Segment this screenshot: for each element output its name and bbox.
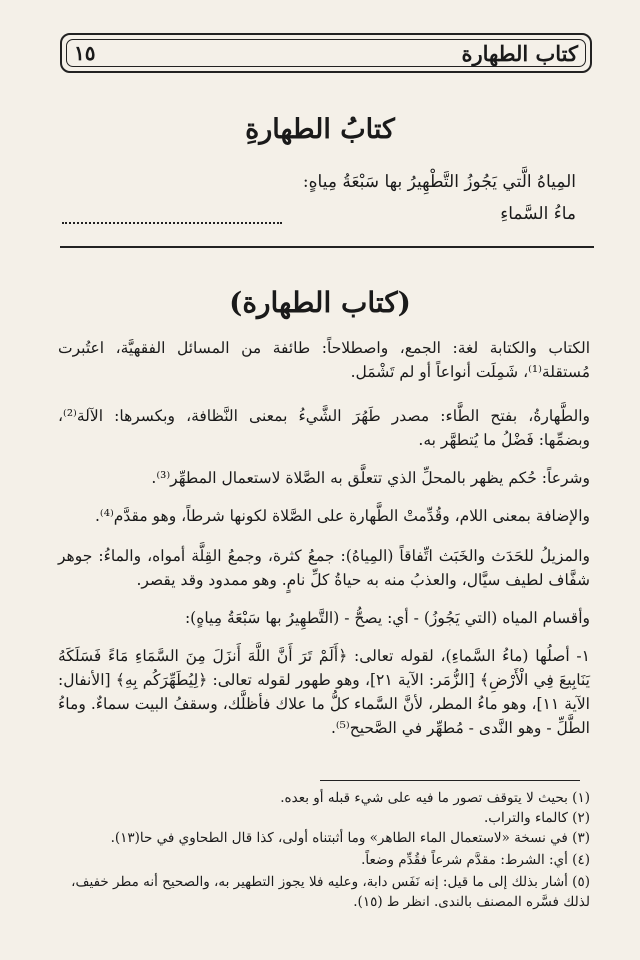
footnote: (٤) أي: الشرط: مقدَّم شرعاً فقُدِّم وضعاً. (361, 852, 590, 868)
footnote: (١) بحيث لا يتوقف تصور ما فيه على شيء قبله أو بعده. (280, 790, 590, 806)
commentary-paragraph: وشرعاً: حُكم يظهر بالمحلِّ الذي تتعلَّق به الصَّلاة لاستعمال المطهِّر⁽³⁾. (151, 469, 590, 487)
footnote: (٣) في نسخة «لاستعمال الماء الطاهر» وما أثبتناه أولى، كذا قال الطحاوي في حا(١٣). (110, 830, 590, 846)
running-header (60, 33, 592, 73)
dotted-leader (62, 212, 282, 224)
commentary-paragraph: ١- أصلُها (ماءُ السَّماءِ)، لقوله تعالى: ﴿أَلَمْ تَرَ أَنَّ اللَّهَ أَنزَلَ مِنَ السَّمَاءِ مَاءً فَسَلَكَهُ يَنَابِيعَ فِي الْأَرْضِ﴾ [الزُّمَر: الآية ٢١]، وهو طهور لقوله تعالى: ﴿لِيُطَهِّرَكُم بِهِ﴾ [الأنفال: الآية ١١]، وهو ماءُ المطر، لأنَّ السَّماء كلُّ ما علاك فأظلَّك، وسقفُ البيت سماءٌ. وماءُ الطَّلِّ - وهو النَّدى - مُطهِّر في الصَّحيح⁽⁵⁾. (58, 647, 590, 737)
footnote: (٥) أشار بذلك إلى ما قيل: إنه نَفَس دابة، وعليه فلا يجوز التطهير به، والصحيح أنه مطر خفيف، لذلك فسَّره المصنف بالندى. انظر ط (١٥). (71, 874, 590, 910)
matn-chapter-title: كتابُ الطهارةِ (245, 114, 395, 145)
sharh-chapter-title: (كتاب الطهارة) (229, 286, 411, 319)
commentary-paragraph: والطَّهارةُ، بفتح الطَّاء: مصدر طَهُرَ الشَّيءُ بمعنى النَّظافة، وبكسرها: الآلة⁽²⁾، وبضمِّها: فَضْلُ ما يُتطهَّر به. (58, 407, 590, 449)
section-divider (60, 246, 594, 248)
footnote: (٢) كالماء والتراب. (484, 810, 590, 826)
commentary-paragraph: وأقسام المياه (التي يَجُوزُ) - أي: يصحُّ - (التَّطهِيرُ بها سَبْعَةُ مِياهٍ): (184, 609, 590, 627)
footnote-divider (320, 780, 580, 781)
commentary-paragraph: والإضافة بمعنى اللام، وقُدِّمتْ الطَّهارة على الصَّلاة لكونها شرطاً، وهو مقدَّم⁽⁴⁾. (94, 507, 590, 525)
running-header-title: كتاب الطهارة (461, 40, 578, 66)
commentary-paragraph: والمزيلُ للحَدَث والخَبَث اتِّفاقاً (المِياهُ): جمعُ كثرة، وجمعُ القِلَّة أمواه، والماءُ: جوهر شفَّاف لطيف سيَّال، والعذبُ منه به حياةُ كلِّ نامٍ. وهو ممدود وقد يقصر. (58, 547, 590, 589)
matn-line-2: ماءُ السَّماءِ (500, 204, 576, 224)
commentary-paragraph: الكتاب والكتابة لغة: الجمع، واصطلاحاً: طائفة من المسائل الفقهيَّة، اعتُبرت مُستقلة⁽¹⁾، شَمِلَت أنواعاً أو لم تَشْمَل. (58, 339, 590, 381)
page-number: ١٥ (74, 41, 96, 65)
matn-line-1: المِياهُ الَّتي يَجُوزُ التَّطْهِيرُ بها سَبْعَةُ مِياهٍ: (302, 172, 576, 192)
